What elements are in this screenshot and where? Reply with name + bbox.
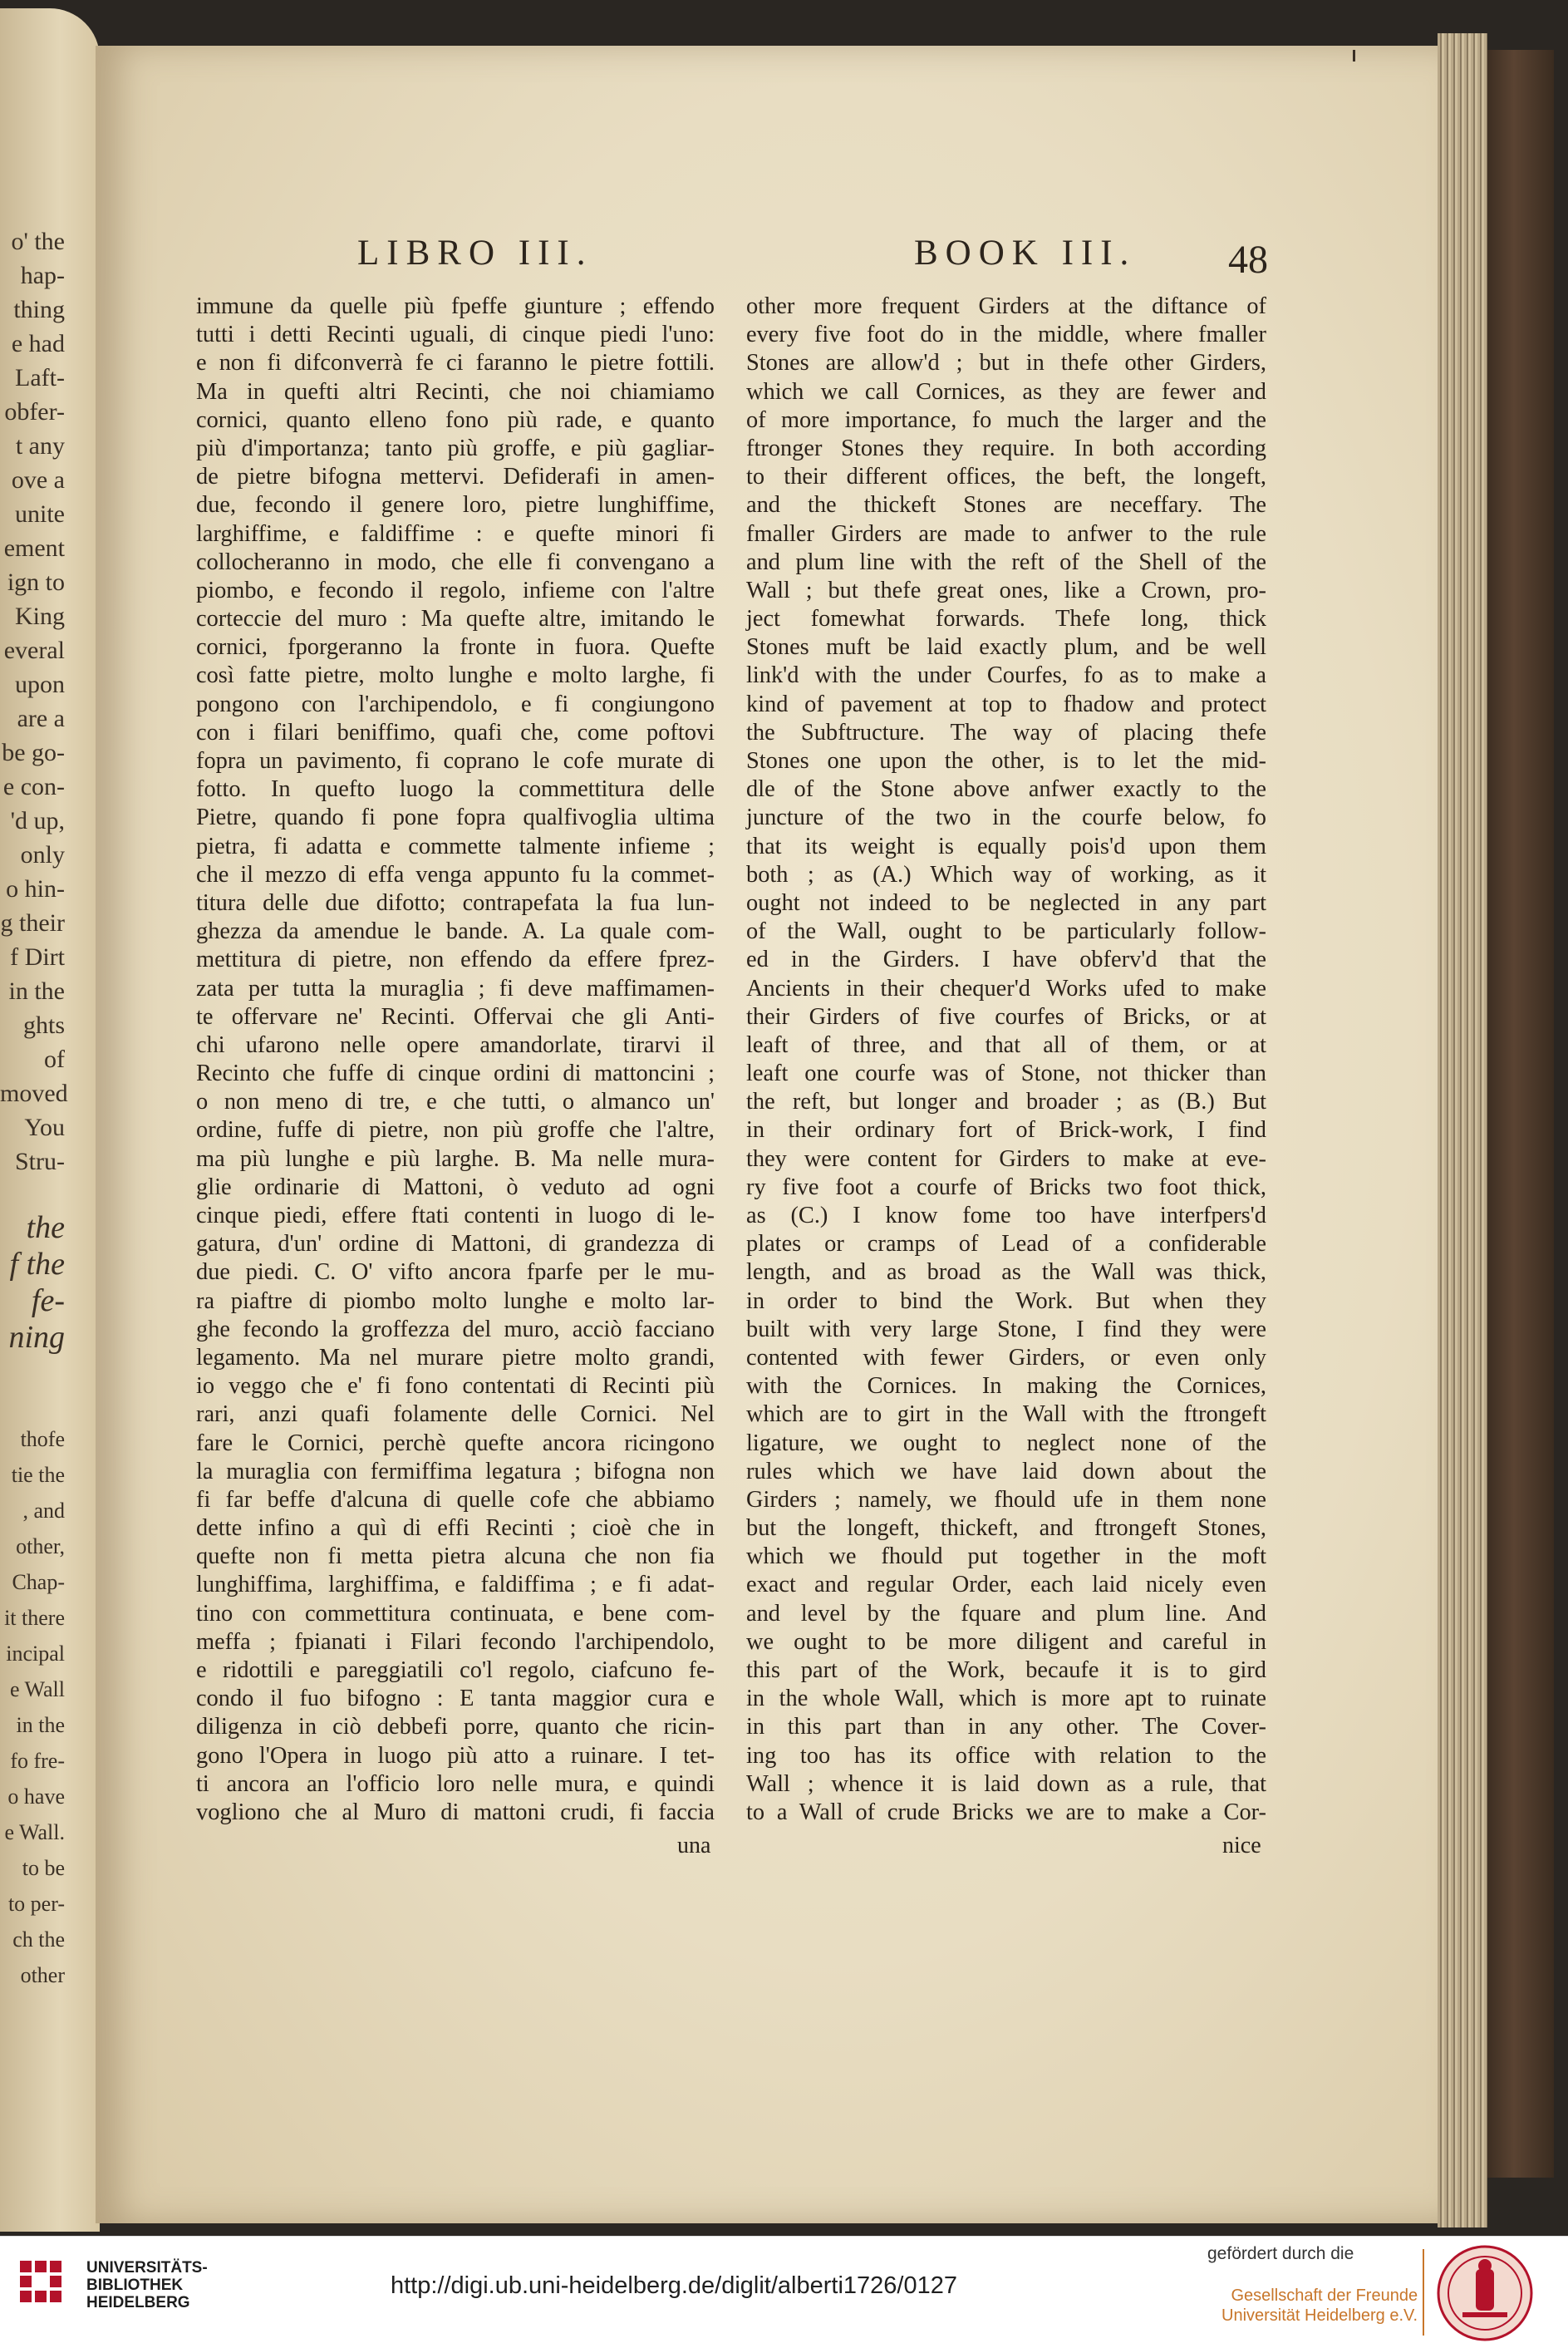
text-line: e ridottili e pareggiatili co'l regolo, ciafcuno fe-: [196, 1657, 715, 1683]
edge-text-fragment: it there: [4, 1606, 65, 1630]
edge-text-fragment: thofe: [20, 1427, 65, 1451]
edge-text-fragment: obfer-: [4, 398, 65, 426]
society-name: [1221, 2286, 1418, 2326]
text-line: la muraglia con fermiffima legatura ; bifogna non: [196, 1458, 715, 1484]
text-line: cinque piedi, effere ftati contenti in luogo di le-: [196, 1203, 715, 1228]
text-line: ry five foot a courfe of Bricks two foot thick,: [746, 1174, 1266, 1200]
text-line: ghe fecondo la groffezza del muro, acciò facciano: [196, 1316, 715, 1342]
edge-text-fragment: ement: [3, 534, 65, 562]
text-line: più d'importanza; tanto più groffe, e più gagliar-: [196, 435, 715, 461]
edge-text-fragment: other,: [16, 1534, 65, 1558]
text-line: they were content for Girders to make at eve-: [746, 1145, 1266, 1172]
text-line: ought not indeed to be neglected in any part: [746, 889, 1266, 916]
edge-text-fragment: fo fre-: [10, 1749, 65, 1773]
text-line: gatura, d'un' ordine di Mattoni, di grandezza di: [196, 1231, 715, 1258]
text-line: Wall ; whence it is laid down as a rule, that: [746, 1770, 1266, 1797]
text-line: de pietre bifogna mettervi. Defiderafi in amen-: [196, 464, 715, 490]
text-line: in order to bind the Work. But when they: [746, 1287, 1266, 1314]
text-line: of the Wall, ought to be particularly follow-: [746, 918, 1266, 945]
text-line: meffa ; fpianati i Filari fecondo l'archipendolo,: [196, 1628, 715, 1655]
text-line: Ma in quefti altri Recinti, che noi chiamiamo: [196, 378, 715, 405]
edge-text-fragment: 'd up,: [10, 807, 65, 834]
text-line: this part of the Work, becaufe it is to gird: [746, 1657, 1266, 1683]
text-line: Pietre, quando fi pone fopra qualfivoglia ultima: [196, 805, 715, 831]
edge-text-fragment: o have: [7, 1784, 65, 1809]
edge-text-fragment: ove a: [11, 466, 65, 494]
text-line: the reft, but longer and broader ; as (B.) But: [746, 1089, 1266, 1115]
text-line: collocheranno in modo, che elle fi convengano a: [196, 549, 715, 575]
text-line: fi far beffe d'alcuna di quelle cofe che abbiamo: [196, 1486, 715, 1513]
text-line: length, and as broad as the Wall was thick,: [746, 1259, 1266, 1286]
edge-text-fragment: f the: [9, 1247, 65, 1282]
text-line: ftronger Stones they require. In both according: [746, 435, 1266, 461]
text-line: but the longeft, thickeft, and ftrongeft Stones,: [746, 1515, 1266, 1542]
text-line: juncture of the two in the courfe below, fo: [746, 805, 1266, 831]
university-seal-icon: [1436, 2244, 1534, 2342]
text-line: due, fecondo il genere loro, pietre lunghiffime,: [196, 492, 715, 519]
edge-text-fragment: Stru-: [15, 1148, 65, 1175]
page-mark: [1353, 50, 1355, 62]
text-line: which we fhould put together in the moft: [746, 1543, 1266, 1570]
text-line: exact and regular Order, each laid nicely even: [746, 1572, 1266, 1598]
text-line: to a Wall of crude Bricks we are to make a Cor-: [746, 1799, 1266, 1825]
funded-by-label: gefördert durch die: [1207, 2244, 1354, 2263]
edge-text-fragment: other: [20, 1963, 65, 1987]
text-line: legamento. Ma nel murare pietre molto grandi,: [196, 1344, 715, 1371]
text-line: we ought to be more diligent and careful in: [746, 1628, 1266, 1655]
text-line: other more frequent Girders at the diftance of: [746, 293, 1266, 319]
text-line: ed in the Girders. I have obferv'd that the: [746, 947, 1266, 973]
text-line: pongono con l'archipendolo, e fi congiungono: [196, 691, 715, 717]
text-line: kind of pavement at top to fhadow and protect: [746, 691, 1266, 717]
society-name-line: Gesellschaft der Freunde: [1231, 2286, 1418, 2305]
text-line: as (C.) I know fome too have interfpers'd: [746, 1203, 1266, 1228]
text-line: con i filari beniffimo, quafi che, come poftovi: [196, 719, 715, 746]
edge-text-fragment: to per-: [7, 1892, 65, 1916]
text-line: che il mezzo di effa venga appunto fu la commet-: [196, 861, 715, 888]
edge-text-fragment: hap-: [20, 262, 65, 289]
text-line: and the thickeft Stones are neceffary. The: [746, 492, 1266, 519]
text-line: ligature, we ought to neglect none of the: [746, 1430, 1266, 1456]
text-line: chi ufarono nelle opere amandorlate, tirarvi il: [196, 1031, 715, 1058]
text-line: fmaller Girders are made to anfwer to the rule: [746, 520, 1266, 547]
edge-text-fragment: e Wall.: [4, 1820, 65, 1844]
text-line: pietra, fi adatta e commette talmente infieme ;: [196, 833, 715, 859]
text-line: rules which we have laid down about the: [746, 1458, 1266, 1484]
english-text-column: [746, 293, 1266, 1827]
text-line: ti ancora an l'officio loro nelle mura, e quindi: [196, 1770, 715, 1797]
text-line: leaft of three, and that all of them, or at: [746, 1031, 1266, 1058]
text-line: tutti i detti Recinti uguali, di cinque piedi l'uno:: [196, 322, 715, 348]
text-line: lunghiffima, larghiffima, e faldiffima ; e fi adat-: [196, 1572, 715, 1598]
text-line: the Subftructure. The way of placing thefe: [746, 719, 1266, 746]
text-line: cornici, quanto elleno fono più rade, e quanto: [196, 406, 715, 433]
text-line: built with very large Stone, I find they were: [746, 1316, 1266, 1342]
document-url-link[interactable]: http://digi.ub.uni-heidelberg.de/diglit/alberti1726/0127: [391, 2272, 957, 2299]
text-line: così fatte pietre, molto lunghe e molto larghe, fi: [196, 662, 715, 689]
text-line: immune da quelle più fpeffe giunture ; effendo: [196, 293, 715, 319]
edge-text-fragment: o' the: [11, 228, 65, 255]
text-line: Wall ; but thefe great ones, like a Crown, pro-: [746, 577, 1266, 603]
edge-text-fragment: the: [26, 1210, 65, 1245]
library-name-line: UNIVERSITÄTS-: [86, 2259, 208, 2277]
catchword-left: una: [677, 1833, 711, 1858]
text-line: fopra un pavimento, fi coprano le cofe murate di: [196, 748, 715, 774]
library-name-line: BIBLIOTHEK: [86, 2277, 184, 2294]
edge-text-fragment: ghts of: [22, 1012, 65, 1073]
text-line: ing too has its office with relation to the: [746, 1742, 1266, 1769]
text-line: Stones are allow'd ; but in thefe other Girders,: [746, 350, 1266, 377]
edge-text-fragment: upon: [15, 671, 65, 698]
text-line: o non meno di tre, e che tutti, o almanco un': [196, 1089, 715, 1115]
society-name-line: Universität Heidelberg e.V.: [1221, 2306, 1418, 2325]
text-line: with the Cornices. In making the Cornices,: [746, 1373, 1266, 1400]
text-line: zata per tutta la muraglia ; fi deve maffimamen-: [196, 975, 715, 1002]
edge-text-fragment: fe-: [31, 1283, 65, 1318]
catchword-right: nice: [1222, 1833, 1261, 1858]
edge-text-fragment: only: [20, 841, 65, 869]
edge-text-fragment: King: [15, 603, 65, 630]
text-line: corteccie del muro : Ma quefte altre, imitando le: [196, 606, 715, 633]
text-line: piombo, e fecondo il regolo, infieme con l'altre: [196, 577, 715, 603]
text-line: fotto. In quefto luogo la commettitura delle: [196, 776, 715, 803]
edge-text-fragment: be go-: [2, 739, 65, 766]
text-line: condo il fuo bifogno : E tanta maggior cura e: [196, 1686, 715, 1712]
edge-text-fragment: thing: [13, 296, 65, 323]
text-line: and level by the fquare and plum line. And: [746, 1600, 1266, 1627]
edge-text-fragment: ch the: [12, 1927, 65, 1952]
text-line: which we call Cornices, as they are fewer and: [746, 378, 1266, 405]
text-line: every five foot do in the middle, where fmaller: [746, 322, 1266, 348]
running-head-left: LIBRO III.: [357, 234, 593, 273]
edge-text-fragment: t any: [15, 432, 65, 460]
text-line: cornici, fporgeranno la fronte in fuora. Quefte: [196, 634, 715, 661]
text-line: ordine, fuffe di pietre, non più groffe che l'altre,: [196, 1117, 715, 1144]
edge-text-fragment: in the: [16, 1713, 65, 1737]
text-line: their Girders of five courfes of Bricks, or at: [746, 1003, 1266, 1030]
text-line: tino con commettitura continuata, e bene com-: [196, 1600, 715, 1627]
text-line: to their different offices, the beft, the longeft,: [746, 464, 1266, 490]
text-line: io veggo che e' fi fono contentati di Recinti più: [196, 1373, 715, 1400]
previous-page-text-lower: [0, 1421, 65, 1993]
text-line: glie ordinarie di Mattoni, ò veduto ad ogni: [196, 1174, 715, 1200]
text-line: larghiffime, e faldiffime : e quefte minori fi: [196, 520, 715, 547]
text-line: of more importance, fo much the larger and the: [746, 406, 1266, 433]
text-line: Stones one upon the other, is to let the mid-: [746, 748, 1266, 774]
text-line: both ; as (A.) Which way of working, as it: [746, 861, 1266, 888]
edge-text-fragment: tie the: [11, 1463, 65, 1487]
library-name-line: HEIDELBERG: [86, 2294, 190, 2311]
text-line: in their ordinary fort of Brick-work, I find: [746, 1117, 1266, 1144]
running-head-right: BOOK III.: [914, 234, 1137, 273]
text-line: dette infino a quì di effi Recinti ; cioè che in: [196, 1515, 715, 1542]
edge-text-fragment: moved: [0, 1080, 68, 1107]
text-line: ject fomewhat forwards. Thefe long, thick: [746, 606, 1266, 633]
edge-text-fragment: to be: [22, 1856, 65, 1880]
text-line: contented with fewer Girders, or even only: [746, 1344, 1266, 1371]
edge-text-fragment: in the: [8, 977, 65, 1005]
text-line: and plum line with the reft of the Shell of the: [746, 549, 1266, 575]
previous-page-text-italic: [0, 1209, 65, 1356]
text-line: mettitura di pietre, non effendo da effere fprez-: [196, 947, 715, 973]
text-line: gono l'Opera in luogo più atto a ruinare. I tet-: [196, 1742, 715, 1769]
edge-text-fragment: Laft-: [15, 364, 65, 391]
text-line: quefte non fi metta pietra alcuna che non fia: [196, 1543, 715, 1570]
page-block-edge: [1438, 33, 1487, 2227]
edge-text-fragment: e Wall: [9, 1677, 65, 1701]
text-line: ghezza da amendue le bande. A. La quale com-: [196, 918, 715, 945]
previous-page-edge: [0, 8, 100, 2232]
text-line: e non fi difconverrà fe ci faranno le pietre fottili.: [196, 350, 715, 377]
edge-text-fragment: unite: [15, 500, 65, 528]
edge-text-fragment: are a: [17, 705, 65, 732]
edge-text-fragment: everal: [3, 637, 65, 664]
text-line: fare le Cornici, perchè quefte ancora ricingono: [196, 1430, 715, 1456]
page-number: 48: [1228, 238, 1268, 282]
text-line: leaft one courfe was of Stone, not thicker than: [746, 1061, 1266, 1087]
text-line: ra piaftre di piombo molto lunghe e molto lar-: [196, 1287, 715, 1314]
library-name: [86, 2259, 208, 2311]
book-cover-edge: [1487, 50, 1554, 2178]
text-line: rari, anzi quafi folamente delle Cornici. Nel: [196, 1401, 715, 1428]
university-library-logo-icon: [17, 2254, 75, 2312]
text-line: diligenza in ciò debbefi porre, quanto che ricin-: [196, 1714, 715, 1740]
text-line: link'd with the under Courfes, fo as to make a: [746, 662, 1266, 689]
edge-text-fragment: incipal: [6, 1642, 65, 1666]
edge-text-fragment: o hin-: [6, 875, 65, 903]
text-line: Recinto che fuffe di cinque ordini di mattoncini ;: [196, 1061, 715, 1087]
text-line: dle of the Stone above anfwer exactly to the: [746, 776, 1266, 803]
edge-text-fragment: Chap-: [12, 1570, 65, 1594]
text-line: which are to girt in the Wall with the ftrongeft: [746, 1401, 1266, 1428]
edge-text-fragment: e con-: [2, 773, 65, 800]
text-line: Stones muft be laid exactly plum, and be well: [746, 634, 1266, 661]
edge-text-fragment: f Dirt: [10, 943, 65, 971]
text-line: that its weight is equally pois'd upon them: [746, 833, 1266, 859]
text-line: Ancients in their chequer'd Works ufed to make: [746, 975, 1266, 1002]
edge-text-fragment: , and: [22, 1499, 65, 1523]
previous-page-text-upper: [0, 224, 68, 1179]
text-line: in the whole Wall, which is more apt to ruinate: [746, 1686, 1266, 1712]
edge-text-fragment: e had: [11, 330, 65, 357]
text-line: ma più lunghe e più larghe. B. Ma nelle mura-: [196, 1145, 715, 1172]
edge-text-fragment: ign to: [7, 569, 65, 596]
italian-text-column: [196, 293, 715, 1827]
text-line: Girders ; namely, we fhould ufe in them none: [746, 1486, 1266, 1513]
edge-text-fragment: You: [24, 1114, 65, 1141]
edge-text-fragment: g their: [0, 909, 65, 937]
footer-divider: [1423, 2249, 1424, 2336]
text-line: plates or cramps of Lead of a confiderable: [746, 1231, 1266, 1258]
edge-text-fragment: ning: [8, 1320, 65, 1355]
text-line: in this part than in any other. The Cover-: [746, 1714, 1266, 1740]
text-line: te offervare ne' Recinti. Offervai che gli Anti-: [196, 1003, 715, 1030]
text-line: due piedi. C. O' vifto ancora fparfe per le mu-: [196, 1259, 715, 1286]
text-line: titura delle due difotto; contrapefata la fua lun-: [196, 889, 715, 916]
text-line: vogliono che al Muro di mattoni crudi, fi faccia: [196, 1799, 715, 1825]
